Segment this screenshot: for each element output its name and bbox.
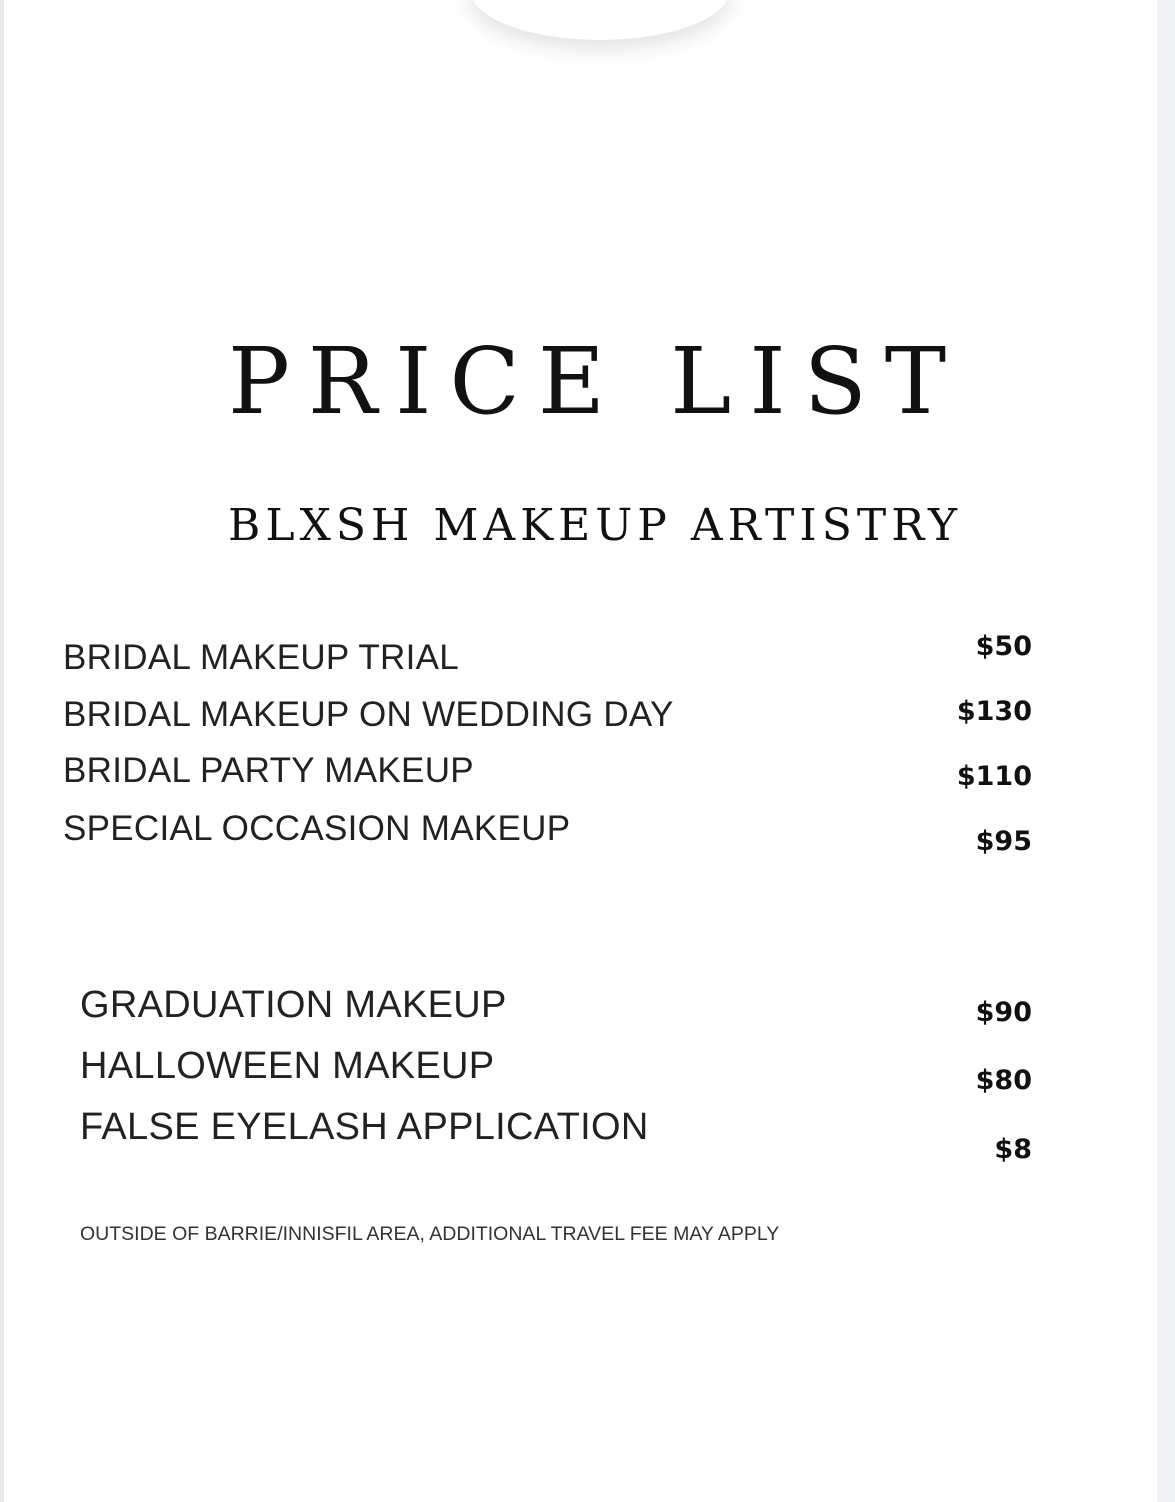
service-name: GRADUATION MAKEUP [80, 984, 507, 1026]
page-title: PRICE LIST [228, 328, 965, 435]
page-left-edge [0, 0, 4, 1502]
service-price: $50 [975, 631, 1032, 662]
page-right-edge [1157, 0, 1175, 1502]
service-name: HALLOWEEN MAKEUP [80, 1045, 495, 1087]
service-name: BRIDAL MAKEUP TRIAL [63, 638, 460, 677]
business-name: BLXSH MAKEUP ARTISTRY [228, 500, 963, 551]
service-name: BRIDAL MAKEUP ON WEDDING DAY [63, 695, 674, 734]
service-name: SPECIAL OCCASION MAKEUP [63, 809, 571, 848]
service-price: $8 [994, 1134, 1032, 1165]
service-price: $130 [956, 696, 1032, 727]
service-price: $80 [975, 1065, 1032, 1096]
service-name: BRIDAL PARTY MAKEUP [63, 751, 474, 790]
top-decorative-shadow [470, 0, 730, 40]
service-name: FALSE EYELASH APPLICATION [80, 1106, 649, 1148]
service-price: $95 [975, 826, 1032, 857]
service-price: $110 [956, 761, 1032, 792]
travel-fee-note: OUTSIDE OF BARRIE/INNISFIL AREA, ADDITIONAL TRAVEL FEE MAY APPLY [80, 1223, 780, 1245]
service-price: $90 [975, 997, 1032, 1028]
